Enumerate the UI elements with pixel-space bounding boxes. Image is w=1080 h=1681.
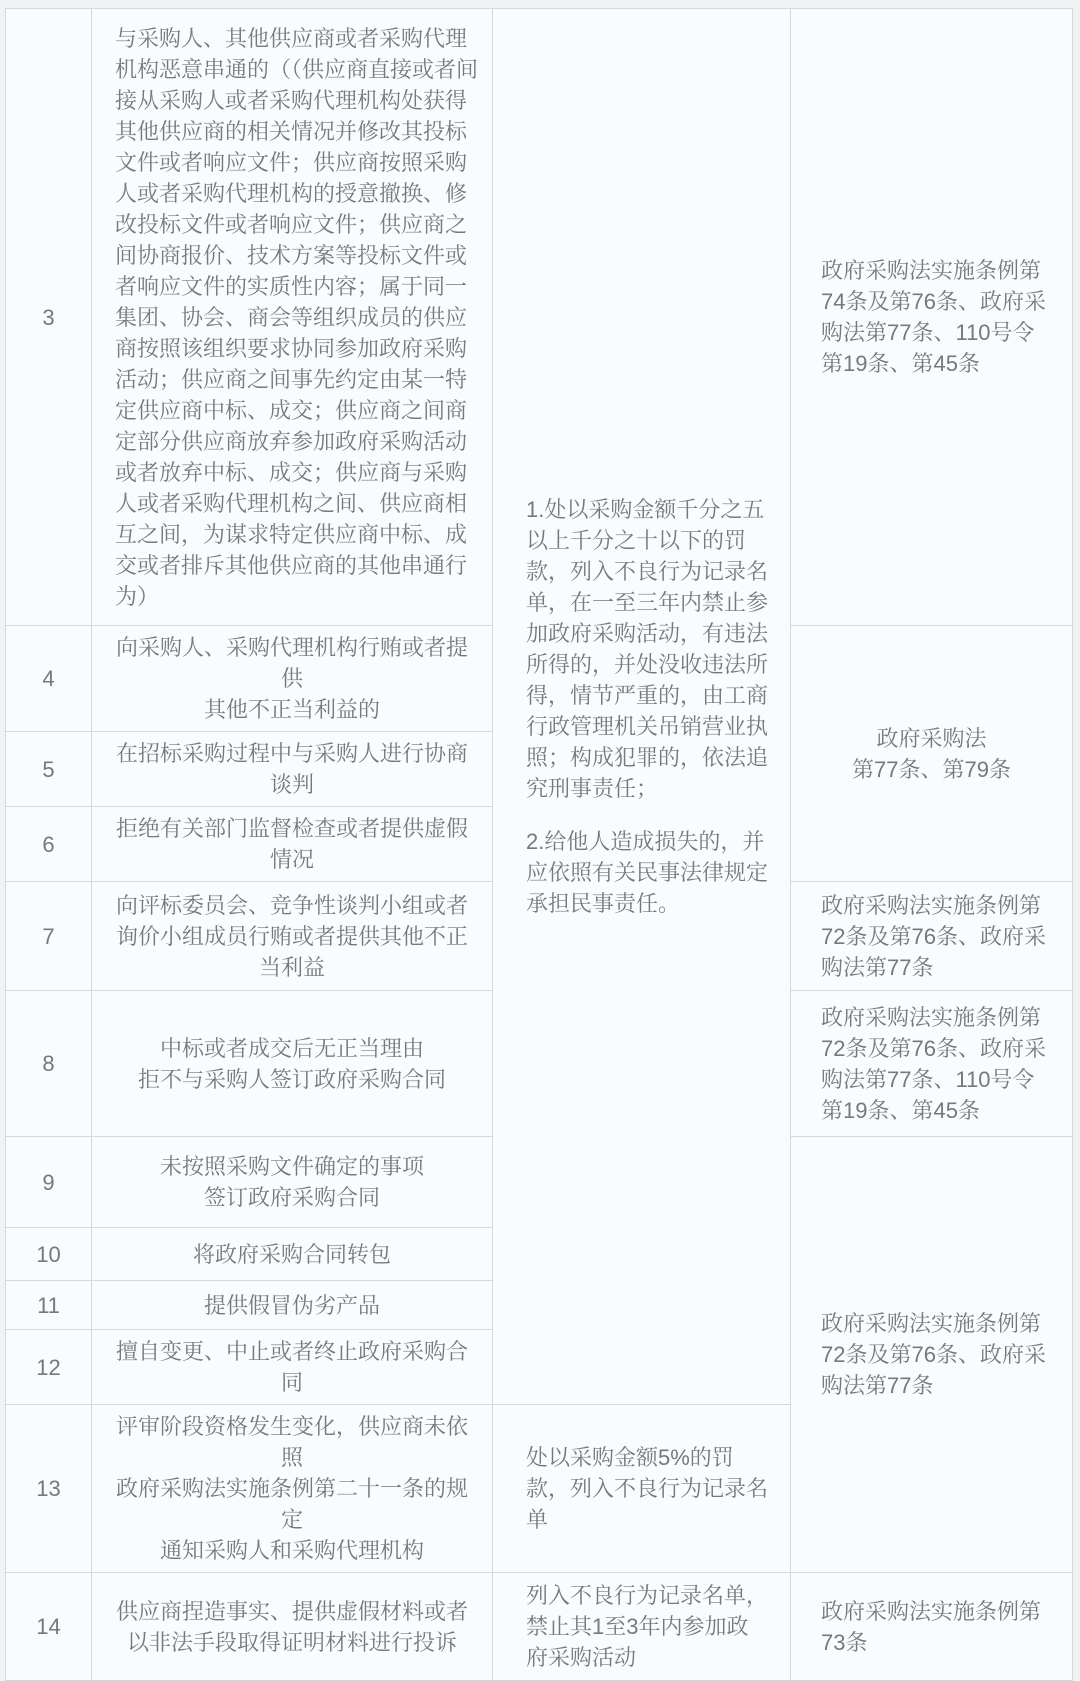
penalty-cell: 列入不良行为记录名单，禁止其1至3年内参加政府采购活动: [493, 1573, 791, 1681]
row-number: 5: [6, 732, 92, 807]
violation-cell: 向评标委员会、竞争性谈判小组或者 询价小组成员行贿或者提供其他不正当利益: [92, 882, 493, 991]
penalty-paragraph-1: 1.处以采购金额千分之五以上千分之十以下的罚款，列入不良行为记录名单，在一至三年内禁止参加政府采购活动，有违法所得的，并处没收违法所得，情节严重的，由工商行政管理机关吊销营业执照；构成犯罪的，依法追究刑事责任；: [526, 497, 769, 801]
penalty-table: [5, 8, 1073, 1681]
row-number: 12: [6, 1330, 92, 1405]
violation-cell: 与采购人、其他供应商或者采购代理机构恶意串通的（（供应商直接或者间接从采购人或者采购代理机构处获得其他供应商的相关情况并修改其投标文件或者响应文件；供应商按照采购人或者采购代理机构的授意撤换、修改投标文件或者响应文件；供应商之间协商报价、技术方案等投标文件或者响应文件的实质性内容；属于同一集团、协会、商会等组织成员的供应商按照该组织要求协同参加政府采购活动；供应商之间事先约定由某一特定供应商中标、成交；供应商之间商定部分供应商放弃参加政府采购活动或者放弃中标、成交；供应商与采购人或者采购代理机构之间、供应商相互之间，为谋求特定供应商中标、成交或者排斥其他供应商的其他串通行为）: [92, 9, 493, 626]
row-number: 7: [6, 882, 92, 991]
row-number: 14: [6, 1573, 92, 1681]
penalty-paragraph-2: 2.给他人造成损失的，并应依照有关民事法律规定承担民事责任。: [526, 829, 769, 916]
legal-basis-cell: 政府采购法实施条例第74条及第76条、政府采购法第77条、110号令第19条、第45条: [791, 9, 1073, 626]
row-number: 4: [6, 626, 92, 732]
violation-cell: 擅自变更、中止或者终止政府采购合同: [92, 1330, 493, 1405]
penalty-cell-main: [493, 9, 791, 1405]
violation-cell: 中标或者成交后无正当理由 拒不与采购人签订政府采购合同: [92, 991, 493, 1137]
table-row: [6, 1573, 1073, 1681]
legal-basis-cell: 政府采购法实施条例第72条及第76条、政府采购法第77条: [791, 882, 1073, 991]
row-number: 3: [6, 9, 92, 626]
row-number: 13: [6, 1405, 92, 1573]
legal-basis-cell: 政府采购法实施条例第72条及第76条、政府采购法第77条、110号令第19条、第45条: [791, 991, 1073, 1137]
row-number: 9: [6, 1137, 92, 1228]
legal-basis-cell: 政府采购法 第77条、第79条: [791, 626, 1073, 882]
violation-cell: 拒绝有关部门监督检查或者提供虚假情况: [92, 807, 493, 882]
violation-cell: 未按照采购文件确定的事项 签订政府采购合同: [92, 1137, 493, 1228]
table-row: [6, 9, 1073, 626]
legal-basis-cell: 政府采购法实施条例第73条: [791, 1573, 1073, 1681]
violation-cell: 向采购人、采购代理机构行贿或者提供 其他不正当利益的: [92, 626, 493, 732]
violation-cell: 评审阶段资格发生变化，供应商未依照 政府采购法实施条例第二十一条的规定 通知采购人和采购代理机构: [92, 1405, 493, 1573]
violation-cell: 将政府采购合同转包: [92, 1228, 493, 1281]
row-number: 11: [6, 1281, 92, 1330]
violation-cell: 供应商捏造事实、提供虚假材料或者 以非法手段取得证明材料进行投诉: [92, 1573, 493, 1681]
violation-cell: 在招标采购过程中与采购人进行协商谈判: [92, 732, 493, 807]
penalty-cell: 处以采购金额5%的罚款，列入不良行为记录名单: [493, 1405, 791, 1573]
row-number: 8: [6, 991, 92, 1137]
violation-cell: 提供假冒伪劣产品: [92, 1281, 493, 1330]
row-number: 6: [6, 807, 92, 882]
row-number: 10: [6, 1228, 92, 1281]
legal-basis-cell: 政府采购法实施条例第72条及第76条、政府采购法第77条: [791, 1137, 1073, 1573]
